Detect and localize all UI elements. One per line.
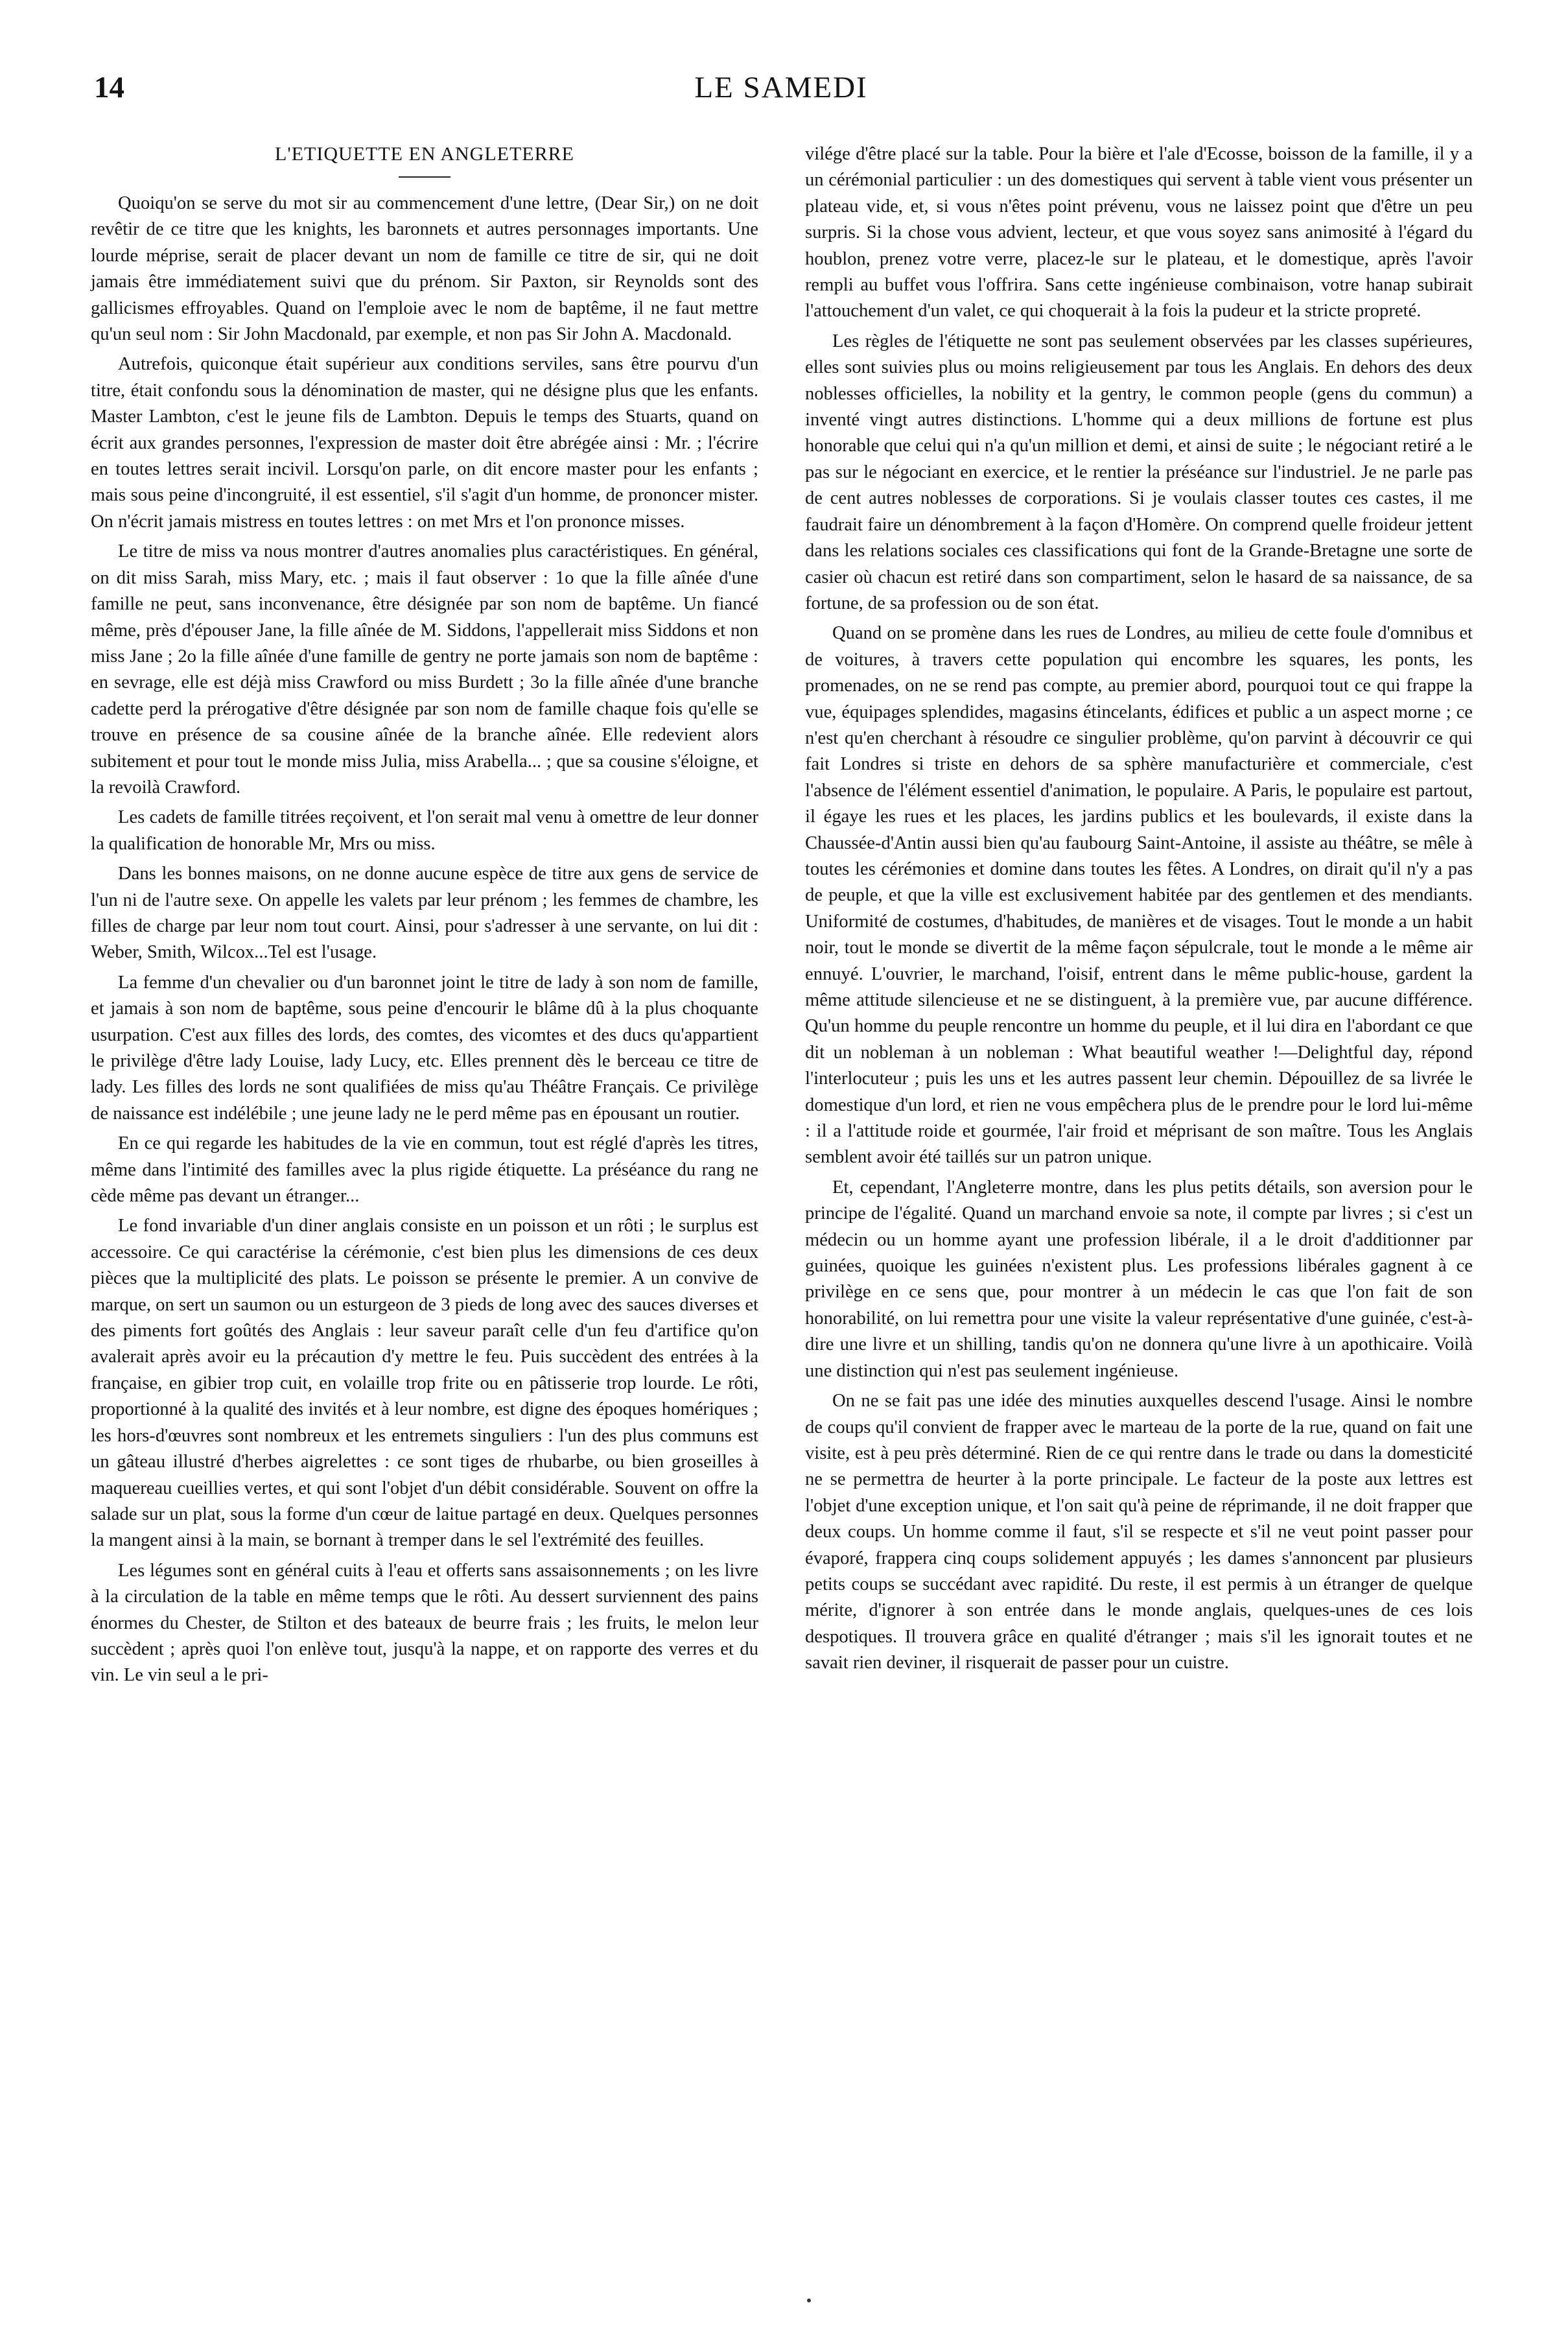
paragraph: Les légumes sont en général cuits à l'eau et offerts sans assaisonnements ; on les livre à la circulation de la table en même temps que le rôti. Au dessert surviennent des pains énormes du Chester, de Stilton et des bateaux de beurre frais ; les fruits, le melon leur succèdent ; après quoi l'on enlève tout, jusqu'à la nappe, et on rapporte des verres et du vin. Le vin seul a le pri- xyxy=(91,1560,758,1686)
title-rule xyxy=(399,176,451,178)
page-number: 14 xyxy=(94,71,124,104)
paragraph: Dans les bonnes maisons, on ne donne aucune espèce de titre aux gens de service de l'un ni de l'autre sexe. On appelle les valets par leur prénom ; les femmes de chambre, les filles de charge par leur nom tout court. Ainsi, pour s'adresser à une servante, on lui dit : Weber, Smith, Wilcox...Tel est l'usage. xyxy=(91,864,758,963)
paragraph: En ce qui regarde les habitudes de la vie en commun, tout est réglé d'après les titres, même dans l'intimité des familles avec la plus rigide étiquette. La préséance du rang ne cède même pas devant un étranger... xyxy=(91,1133,758,1207)
ink-dot xyxy=(807,2299,811,2302)
paragraph: Les cadets de famille titrées reçoivent, et l'on serait mal venu à omettre de leur donner la qualification de honorable Mr, Mrs ou miss. xyxy=(91,807,758,854)
paragraph: Quoiqu'on se serve du mot sir au commencement d'une lettre, (Dear Sir,) on ne doit revêtir de ce titre que les knights, les baronnets et autres personnages importants. Une lourde méprise, serait de placer devant un nom de famille ce titre de sir, qui ne doit jamais être immédiatement suivi que du prénom. Sir Paxton, sir Reynolds sont des gallicismes effroyables. Quand on l'emploie avec le nom de baptême, il ne faut mettre qu'un seul nom : Sir John Macdonald, par exemple, et non pas Sir John A. Macdonald. xyxy=(91,193,758,345)
paragraph: Le titre de miss va nous montrer d'autres anomalies plus caractéristiques. En général, on dit miss Sarah, miss Mary, etc. ; mais il faut observer : 1o que la fille aînée d'une famille ne peut, sans inconvenance, être désignée par son nom de baptême. Un fiancé même, près d'épouser Jane, la fille aînée de M. Siddons, l'appellerait miss Siddons et non miss Jane ; 2o la fille aînée d'une famille de gentry ne porte jamais son nom de baptême : en sevrage, elle est déjà miss Crawford ou miss Burdett ; 3o la fille aînée d'une branche cadette perd la prérogative d'être désignée par son nom de famille chaque fois qu'elle se trouve en présence de sa cousine aînée de la branche aînée. Elle redevient alors subitement et pour tout le monde miss Julia, miss Arabella... ; que sa cousine s'éloigne, et la revoilà Crawford. xyxy=(91,541,758,798)
article-title: L'ETIQUETTE EN ANGLETERRE xyxy=(275,143,574,165)
paragraph: La femme d'un chevalier ou d'un baronnet joint le titre de lady à son nom de famille, et jamais à son nom de baptême, sous peine d'encourir le blâme dû à la plus choquante usurpation. C'est aux filles des lords, des comtes, des vicomtes et des ducs qu'appartient le privilège d'être lady Louise, lady Lucy, etc. Elles prennent dès le berceau ce titre de lady. Les filles des lords ne sont qualifiées de miss qu'au Théâtre Français. Ce privilège de naissance est indélébile ; une jeune lady ne le perd même pas en épousant un routier. xyxy=(91,972,758,1124)
paragraph: Et, cependant, l'Angleterre montre, dans les plus petits détails, son aversion pour le principe de l'égalité. Quand un marchand envoie sa note, il compte par livres ; si c'est un médecin ou un homme ayant une profession libérale, il a le droit d'additionner par guinées, quoique les guinées n'existent plus. Les professions libérales gagnent à ce privilège en ce sens que, pour montrer à un médecin le cas que l'on fait de son honorabilité, on lui remettra pour une visite la valeur représentative d'une guinée, c'est-à-dire une livre et un shilling, tandis qu'on ne donnera qu'une livre à un apothicaire. Voilà une distinction qui n'est pas seulement ingénieuse. xyxy=(805,1177,1473,1381)
paragraph: Quand on se promène dans les rues de Londres, au milieu de cette foule d'omnibus et de voitures, à travers cette population qui encombre les squares, les ponts, les promenades, on ne se rend pas compte, au premier abord, pourquoi tout ce qui frappe la vue, équipages splendides, magasins étincelants, édifices et public a un aspect morne ; ce n'est qu'en cherchant à résoudre ce singulier problème, qu'on parvint à découvrir ce qui fait Londres si triste en dehors de sa sphère manufacturière et commerciale, c'est l'absence de l'élément essentiel d'animation, le populaire. A Paris, le populaire est partout, il égaye les rues et les places, les jardins publics et les boulevards, il existe dans la Chaussée-d'Antin aussi bien qu'au faubourg Saint-Antoine, il assiste au théâtre, se mêle à toutes les cérémonies et domine dans toutes les fêtes. A Londres, on dirait qu'il n'y a pas de peuple, et que la ville est exclusivement habitée par des gentlemen et des mendiants. Uniformité de costumes, d'habitudes, de manières et de visages. Tout le monde a un habit noir, tout le monde se divertit de la même façon sépulcrale, tout le monde a le même air ennuyé. L'ouvrier, le marchand, l'oisif, entrent dans le même public-house, gardent la même attitude silencieuse et ne se distinguent, à la première vue, par aucune différence. Qu'un homme du peuple rencontre un homme du peuple, et il lui dira en l'abordant ce que dit un nobleman à un nobleman : What beautiful weather !—Delightful day, répond l'interlocuteur ; puis les uns et les autres passent leur chemin. Dépouillez de sa livrée le domestique d'un lord, et rien ne vous empêchera plus de le prendre pour le lord lui-même : il a l'attitude roide et gourmée, l'air froid et méprisant de son maître. Tous les Anglais semblent avoir été taillés sur un patron unique. xyxy=(805,623,1473,1168)
page-header xyxy=(94,70,1468,128)
right-column xyxy=(805,141,1473,1681)
left-column xyxy=(91,141,758,1693)
paragraph: Les règles de l'étiquette ne sont pas seulement observées par les classes supérieures, elles sont suivies plus ou moins religieusement par tous les Anglais. En dehors des deux noblesses officielles, la nobility et la gentry, le common people (gens du commun) a inventé vingt autres distinctions. L'homme qui a deux millions de fortune est plus honorable que celui qui n'a qu'un million et demi, et ainsi de suite ; le négociant retiré a le pas sur le négociant en exercice, et le rentier la préséance sur l'industriel. Je ne parle pas de cent autres noblesses de corporations. Si je voulais classer toutes ces castes, il me faudrait faire un dénombrement à la façon d'Homère. On comprend quelle froideur jettent dans les relations sociales ces classifications qui font de la Grande-Bretagne une sorte de casier où chacun est retiré dans son compartiment, selon le hasard de sa naissance, de sa fortune, de sa profession ou de son état. xyxy=(805,331,1473,613)
paragraph: On ne se fait pas une idée des minuties auxquelles descend l'usage. Ainsi le nombre de coups qu'il convient de frapper avec le marteau de la porte de la rue, quand on fait une visite, est à peu près déterminé. Rien de ce qui rentre dans le trade ou dans la domesticité ne se permettra de heurter à la porte principale. Le facteur de la poste aux lettres est l'objet d'une exception unique, et l'on sait qu'à peine de réprimande, il ne doit frapper que deux coups. Un homme comme il faut, s'il se respecte et s'il ne veut point passer pour évaporé, frappera cinq coups solidement appuyés ; les dames s'annoncent par plusieurs petits coups se succédant avec rapidité. Du reste, il est permis à un étranger de quelque mérite, d'ignorer à son entrée dans le monde anglais, quelques-unes de ces lois despotiques. Il trouvera grâce en qualité d'étranger ; mais s'il les ignorait toutes et ne savait rien deviner, il risquerait de passer pour un cuistre. xyxy=(805,1391,1473,1673)
paragraph: Le fond invariable d'un diner anglais consiste en un poisson et un rôti ; le surplus est accessoire. Ce qui caractérise la cérémonie, c'est bien plus les dimensions de ces deux pièces que la multiplicité des plats. Le poisson se présente le premier. A un convive de marque, on sert un saumon ou un esturgeon de 3 pieds de long avec des sauces diverses et des piments fort goûtés des Anglais : leur saveur paraît celle d'un feu d'artifice qu'on avalerait après avoir eu la précaution d'y mettre le feu. Puis succèdent des entrées à la française, en gibier trop cuit, en volaille trop frite ou en pâtisserie trop lourde. Le rôti, proportionné à la qualité des invités et à leur nombre, est digne des époques homériques ; les hors-d'œuvres sont nombreux et les entremets singuliers : l'un des plus communs est un gâteau illustré d'herbes aigrelettes : ce sont tiges de rhubarbe, ou bien groseilles à maquereau cueillies vertes, et qui sont l'objet d'un débit considérable. Souvent on offre la salade sur un plat, sous la forme d'un cœur de laitue partagé en deux. Quelques personnes la mangent ainsi à la main, se bornant à tremper dans le sel l'extrémité des feuilles. xyxy=(91,1216,758,1551)
journal-title: LE SAMEDI xyxy=(694,71,868,104)
paragraph: Autrefois, quiconque était supérieur aux conditions serviles, sans être pourvu d'un titre, était confondu sous la dénomination de master, qui ne désigne plus que les enfants. Master Lambton, c'est le jeune fils de Lambton. Depuis le temps des Stuarts, quand on écrit aux grandes personnes, l'expression de master doit être abrégée ainsi : Mr. ; l'écrire en toutes lettres serait incivil. Lorsqu'on parle, on dit encore master pour les enfants ; mais sous peine d'incongruité, il est essentiel, s'il s'agit d'un homme, de prononcer mister. On n'écrit jamais mistress en toutes lettres : on met Mrs et l'on prononce misses. xyxy=(91,354,758,532)
paragraph-continued: vilége d'être placé sur la table. Pour la bière et l'ale d'Ecosse, boisson de la famille, il y a un cérémonial particulier : un des domestiques qui servent à table vient vous présenter un plateau vide, et, si vous n'êtes point prévenu, vous ne laissez point que d'être un peu surpris. Si la chose vous advient, lecteur, et que vous soyez sans animosité à l'égard du houblon, prenez votre verre, placez-le sur le plateau, et le domestique, après l'avoir rempli au buffet vous l'offrira. Sans cette ingénieuse combinaison, votre hanap subirait l'attouchement d'un valet, ce qui choquerait à la fois la pudeur et la stricte propreté. xyxy=(805,144,1473,322)
